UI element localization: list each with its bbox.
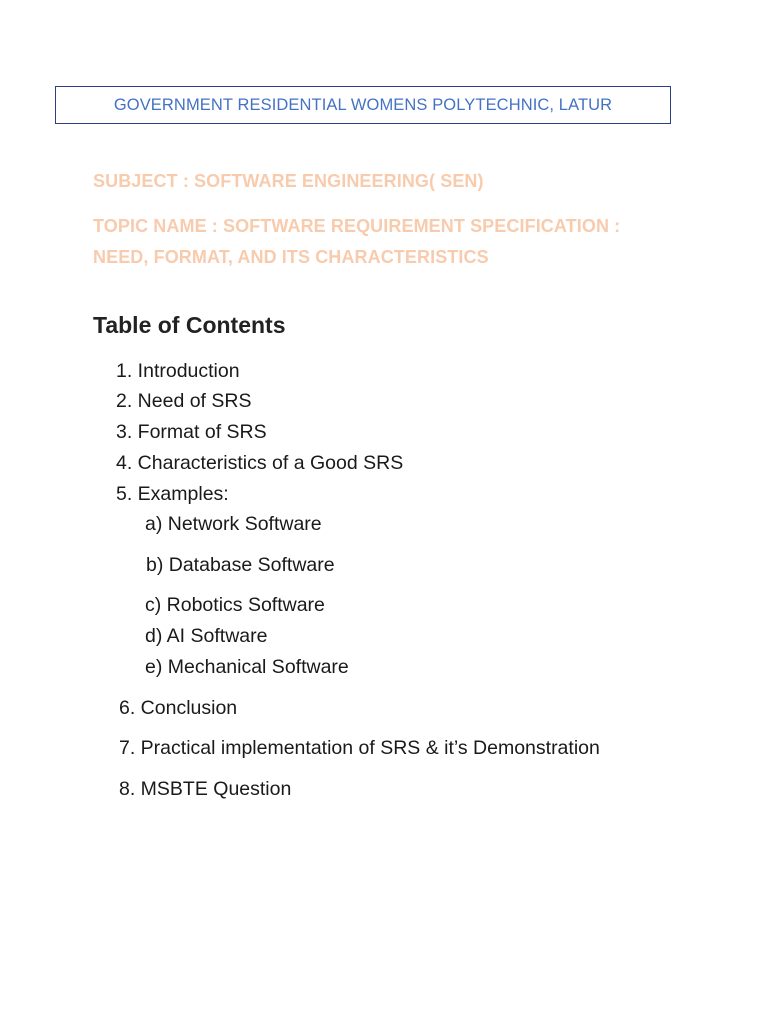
institution-name: GOVERNMENT RESIDENTIAL WOMENS POLYTECHNIC, LATUR	[113, 95, 613, 114]
toc-item-practical-implementation: 7. Practical implementation of SRS & it’s Demonstration	[119, 737, 600, 759]
toc-subitem-robotics-software: c) Robotics Software	[145, 594, 325, 616]
toc-item-examples: 5. Examples:	[116, 483, 229, 505]
toc-item-need-of-srs: 2. Need of SRS	[116, 390, 252, 412]
toc-item-msbte-question: 8. MSBTE Question	[119, 778, 292, 800]
toc-item-introduction: 1. Introduction	[116, 360, 240, 382]
toc-item-format-of-srs: 3. Format of SRS	[116, 421, 267, 443]
toc-item-conclusion: 6. Conclusion	[119, 697, 238, 719]
institution-header-box	[55, 86, 671, 124]
subject-line: SUBJECT : SOFTWARE ENGINEERING( SEN)	[93, 171, 484, 191]
toc-subitem-database-software: b) Database Software	[146, 554, 335, 576]
toc-subitem-network-software: a) Network Software	[145, 513, 322, 535]
toc-subitem-ai-software: d) AI Software	[145, 625, 268, 647]
topic-line-1: TOPIC NAME : SOFTWARE REQUIREMENT SPECIFICATION :	[93, 216, 621, 236]
toc-heading: Table of Contents	[93, 312, 286, 338]
topic-block	[93, 211, 693, 273]
toc-subitem-mechanical-software: e) Mechanical Software	[145, 656, 349, 678]
topic-line-2: NEED, FORMAT, AND ITS CHARACTERISTICS	[93, 247, 489, 267]
toc-item-characteristics: 4. Characteristics of a Good SRS	[116, 452, 404, 474]
